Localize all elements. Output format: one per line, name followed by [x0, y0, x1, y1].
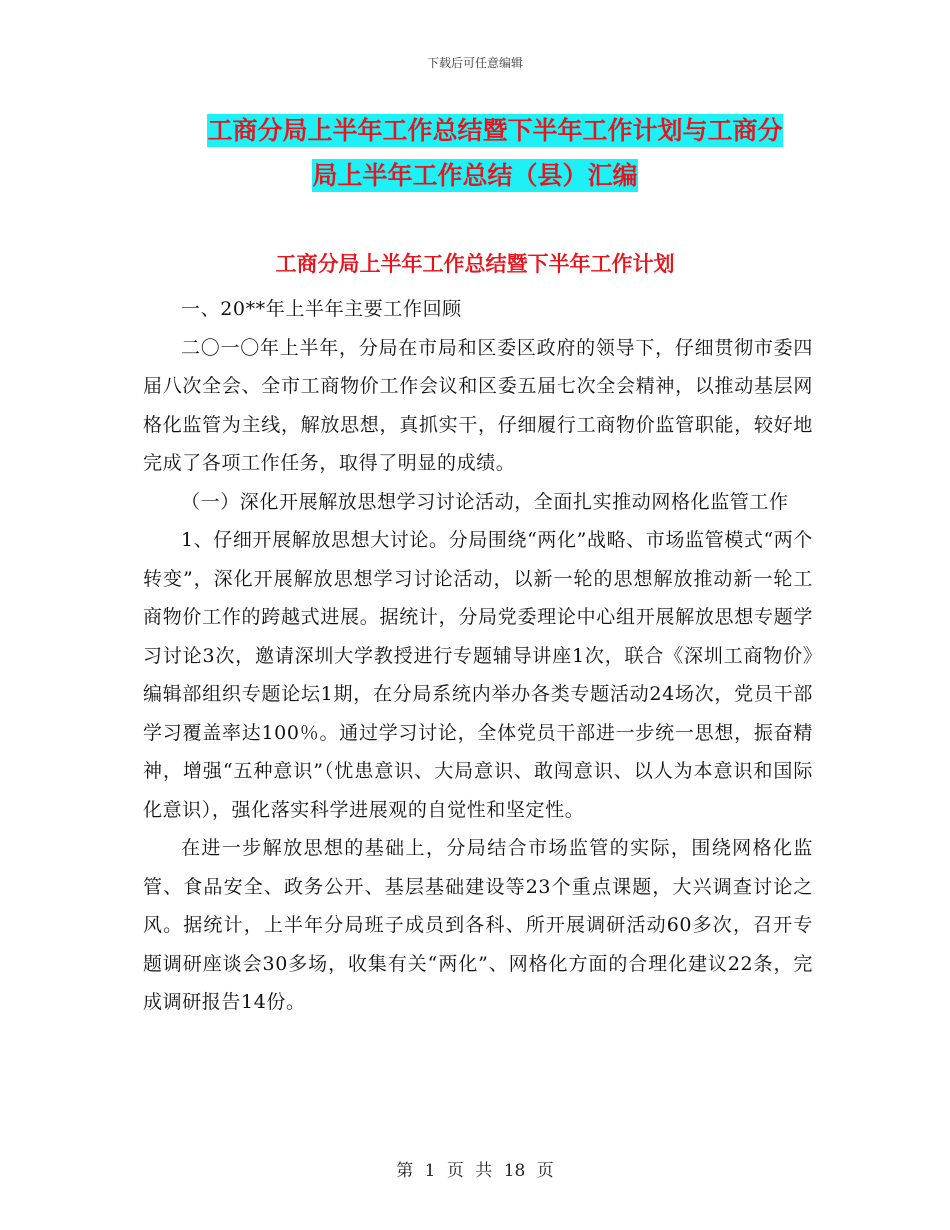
- title-line-2-text: 局上半年工作总结（县）汇编: [312, 161, 638, 190]
- paragraph-3: （一）深化开展解放思想学习讨论活动，全面扎实推动网格化监管工作: [181, 490, 789, 513]
- paragraph-5: 在进一步解放思想的基础上，分局结合市场监管的实际，围绕网格化监管、食品安全、政务公开、基层基础建设等23个重点课题，大兴调查讨论之风。据统计，上半年分局班子成员到各科、所开展调研活动60多次，召开专题调研座谈会30多场，收集有关“两化”、网格化方面的合理化建议22条，完成调研报告14份。: [143, 837, 813, 1013]
- paragraph-1: 一、20**年上半年主要工作回顾: [181, 298, 462, 320]
- title-line-1-text: 工商分局上半年工作总结暨下半年工作计划与工商分: [207, 116, 783, 145]
- document-title-line-1: [0, 108, 950, 153]
- paragraph-4: 1、仔细开展解放思想大讨论。分局围绕“两化”战略、市场监管模式“两个转变”，深化开展解放思想学习讨论活动，以新一轮的思想解放推动新一轮工商物价工作的跨越式进展。据统计，分局党委理论中心组开展解放思想专题学习讨论3次，邀请深圳大学教授进行专题辅导讲座1次，联合《深圳工商物价》编辑部组织专题论坛1期，在分局系统内举办各类专题活动24场次，党员干部学习覆盖率达100％。通过学习讨论，全体党员干部进一步统一思想，振奋精神，增强“五种意识”（忧患意识、大局意识、敢闯意识、以人为本意识和国际化意识），强化落实科学进展观的自觉性和坚定性。: [143, 529, 813, 821]
- section-title: 工商分局上半年工作总结暨下半年工作计划: [275, 252, 675, 276]
- document-body: [143, 290, 813, 1022]
- document-title-line-2: [0, 153, 950, 198]
- page-number-footer: 第 1 页 共 18 页: [396, 1161, 554, 1181]
- paragraph-2: 二〇一〇年上半年，分局在市局和区委区政府的领导下，仔细贯彻市委四届八次全会、全市工商物价工作会议和区委五届七次全会精神，以推动基层网格化监管为主线，解放思想，真抓实干，仔细履行工商物价监管职能，较好地完成了各项工作任务，取得了明显的成绩。: [143, 336, 813, 474]
- document-title: [0, 108, 950, 198]
- page-header-note: 下载后可任意编辑: [426, 56, 523, 70]
